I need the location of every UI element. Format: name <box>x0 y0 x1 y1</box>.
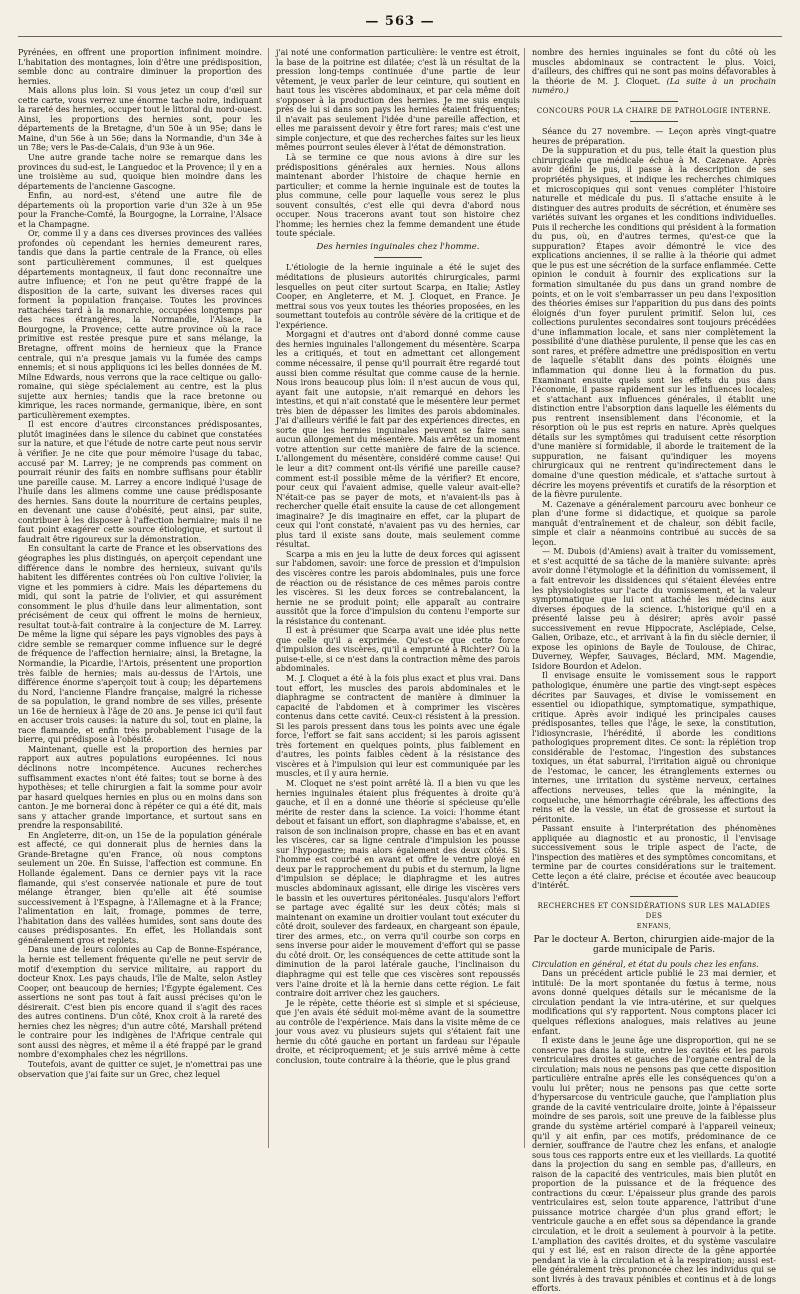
paragraph-text: nombre des hernies inguinales se font du côté où les muscles abdominaux se contractent le plus. Voici, d'ailleurs, des chiffres qui ne sont pas moins défavorables à la théorie de M. J. Cloquet. <box>532 48 776 86</box>
paragraph: M. J. Cloquet a été à la fois plus exact et plus vrai. Dans tout effort, les muscles des parois abdominales et le diaphragme se contractent de manière à diminuer la capacité de l'abdomen et à comprimer les viscères contenus dans cette cavité. Ceux-ci résistent à la pression. Si les parois pressent dans tous les points avec une égale force, l'effort se fait sans accident; si les parois agissent très fortement en quelques points, plus faiblement en d'autres, les points faibles cèdent à la résistance des viscères et à l'impulsion qui leur est communiquée par les muscles, et il y aura hernie. <box>276 674 520 779</box>
column-left <box>18 48 262 1148</box>
section-subtitle: Circulation en général, et état du pouls chez les enfans. <box>532 959 759 969</box>
divider <box>374 257 422 258</box>
paragraph: En Angleterre, dit-on, un 15e de la population générale est affecté, ce qui donnerait plus de hernies dans la Grande-Bretagne qu'en France, où nous comptons seulement un 20e. En Suisse, l'affection est commune. En Hollande également. Dans ce dernier pays vit la race flamande, qui s'est conservée nationale et pure de tout mélange étranger, bien qu'elle ait été soumise successivement à l'Espagne, à l'Allemagne et à la France; l'alimentation en lait, fromage, pommes de terre, l'habitation dans des vallées humides, sont sans doute des causes prédisposantes. En effet, les Hollandais sont généralement gros et replets. <box>18 830 262 945</box>
column-separator <box>524 48 525 1148</box>
paragraph: Il envisage ensuite le vomissement sous le rapport pathologique, énumère une partie des vingt-sept espèces décrites par Sauvages, et divise le vomissement en essentiel ou idiopathique, symptomatique, sympathique, critique. Après avoir indiqué les principales causes prédisposantes, telles que l'âge, le sexe, la constitution, l'idiosyncrasie, l'hérédité, il aborde les conditions pathologiques proprement dites. Ce sont: la réplétion trop considérable de l'estomac, l'ingestion des substances toxiques, un état saburral, l'irritation aiguë ou chronique de l'estomac, le cancer, les étranglements externes ou internes, une irritation du système nerveux, certaines affections nerveuses, telles que la méningite, la coqueluche, une hémorrhagie cérébrale, les affections des reins et de la vessie, un état de grossesse et surtout la péritonite. <box>532 671 776 824</box>
paragraph: Scarpa a mis en jeu la lutte de deux forces qui agissent sur l'abdomen, savoir: une force de pression et d'impulsion des viscères contre les parois abdominales, puis une force de réaction ou de résistance de ces mêmes parois contre les viscères. Si les deux forces se contrebalancent, la hernie ne se produit point; elle apparaît au contraire aussitôt que la force d'impulsion du contenu l'emporte sur la résistance du contenant. <box>276 549 520 626</box>
paragraph: Il est encore d'autres circonstances prédisposantes, plutôt imaginées dans le silence du cabinet que constatées sur la nature, et que l'étude de notre carte peut nous servir à vérifier. Je ne cite que pour mémoire l'usage du tabac, accusé par M. Larrey; je ne comprends pas comment on pourrait réunir des faits en nombre suffisans pour établir une pareille cause. M. Larrey a encore indiqué l'usage de l'huile dans les alimens comme une cause prédisposante des hernies. Sans doute la nourriture de certains peuples, en devenant une cause d'obésité, peut ainsi, par suite, contribuer à les disposer à l'affection herniaire; mais il ne faut point exagérer cette source étiologique, et surtout il faudrait être rigoureux sur la démonstration. <box>18 420 262 544</box>
paragraph: — M. Dubois (d'Amiens) avait à traiter du vomissement, et s'est acquitté de sa tâche de la manière suivante: après avoir donné l'étymologie et la définition du vomissement, il a fait entrevoir les dissidences qui s'étaient élevées entre les physiologistes sur l'acte du vomissement, et la valeur symptomatique que lui ont attaché les médecins aux diverses époques de la science. L'historique qu'il en a présenté laisse peu à désirer; après avoir passé successivement en revue Hippocrate, Asclépiade, Celse, Galien, Oribaze, etc., et arrivant à la fin du siècle dernier, il expose les opinions de Bayle de Toulouse, de Chirac, Duverney, Wepfer, Sauvages, Béclard, MM. Magendie, Isidore Bourdon et Adelon. <box>532 547 776 671</box>
section-title: RECHERCHES ET CONSIDÉRATIONS SUR LES MALADIES DES <box>537 902 771 920</box>
paragraph: M. Cloquet ne s'est point arrêté là. Il a bien vu que les hernies inguinales étaient plus fréquentes à droite qu'à gauche, et il en a donné une théorie si spécieuse qu'elle mérite de rester dans la science. La voici: l'homme étant debout et faisant un effort, son diaphragme s'abaisse, et, en raison de son inclinaison propre, chasse en bas et en avant les viscères, car sa ligne centrale d'impulsion les pousse sur l'hypogastre; mais alors également des deux côtés. Si l'homme est courbé en avant et offre le ventre ployé en deux par le rapprochement du pubis et du sternum, la ligne d'impulsion se déplace; le diaphragme et les autres muscles abdominaux agissant, elle dirige les viscères vers le bassin et les ouvertures péritonéales. Jusqu'alors l'effort se partage avec égalité sur les deux côtés; mais si maintenant on examine un droitier voulant tout exécuter du côté droit, soulever des fardeaux, en chargeant son épaule, tirer des armes, etc., on verra qu'il courbe son corps en sens inverse pour aider le mouvement d'effort qui se passe du côté droit. Or, les conséquences de cette attitude sont la diminution de la paroi latérale gauche, l'inclinaison du diaphragme qui est telle que ces viscères sont repoussés vers l'aine droite et là la hernie dans cette région. Le fait contraire doit arriver chez les gauchers. <box>276 779 520 999</box>
column-separator <box>268 48 269 1148</box>
paragraph: Il existe dans le jeune âge une disproportion, qui ne se conserve pas dans la suite, entre les cavités et les parois ventriculaires droites et gauches de l'organe central de la circulation; mais nous ne pensons pas que cette disposition particulière entraîne après elle les conséquences qu'on a voulu lui prêter; nous ne pensons pas que cette sorte d'hypersarcose du ventricule gauche, que l'ampliation plus grande de la cavité ventriculaire droite, jointe à l'épaisseur moindre de ses parois, soit une preuve de la faiblesse plus grande du système artériel comparé à l'appareil veineux; qu'il y ait enfin, par ces motifs, prédominance de ce dernier, souffrance de l'autre chez les enfans, et analogie sous tous ces rapports entre eux et les vieillards. La quotité dans la projection du sang en semble pas, d'ailleurs, en raison de la capacité des ventricules, mais bien plutôt en proportion de la puissance et de la fréquence des contractions du cœur. L'épaisseur plus grande des parois ventriculaires est, selon toute apparence, l'attribut d'une puissance motrice chargée d'un plus grand effort; le ventricule gauche a en effet sous sa dépendance la grande circulation, et le droit a seulement à pourvoir à la petite. L'ampliation des cavités droites, et du système vasculaire qui y est lié, est en raison directe de la gêne apportée pendant la vie à la circulation et à la respiration; aussi est-elle généralement très prononcée chez les individus qui se sont livrés à des travaux pénibles et continus et à de longs efforts. <box>532 1036 776 1294</box>
paragraph: Je le répète, cette théorie est si simple et si spécieuse, que j'en avais été séduit moi-même avant de la soumettre au contrôle de l'expérience. Mais dans la visite même de ce jour vous avez vu plusieurs sujets qui s'étaient fait une hernie du côté gauche en portant un fardeau sur l'épaule droite, et réciproquement; et je suis arrivé même à cette conclusion, toute contraire à la théorie, que le plus grand <box>276 998 520 1065</box>
paragraph: De la suppuration et du pus, telle était la question plus chirurgicale que médicale échue à M. Cazenave. Après avoir défini le pus, il passe à la description de ses propriétés physiques, et indique les recherches chimiques et microscopiques qui sont venues compléter l'histoire naturelle et médicale du pus. Il s'attache ensuite à le distinguer des autres produits de sécrétion, et énumère ses variétés suivant les organes et les conditions individuelles. Puis il recherche les conditions qui président à la formation du pus, où, en d'autres termes, qu'est-ce que la suppuration? Étapes avoir démontré le vice des explications anciennes, il se rallie à la théorie qui admet que le pus est une sécrétion de la surface enflammée. Cette opinion le conduit à fournir des explications sur la formation simultanée du pus dans un grand nombre de points, et on le voit s'embarrasser un peu dans l'exposition des théories émises sur l'apparition du pus dans des points éloignés d'un foyer purulent primitif. Selon lui, ces collections purulentes secondaires sont toujours précédées d'une inflammation locale, et sans nier complètement la possibilité d'une diathèse purulente, il pense que les cas en sont rares, et préfère admettre une prédisposition en vertu de laquelle s'établit dans des points éloignés une inflammation qui donne lieu à la formation du pus. Examinant ensuite quels sont les effets du pus dans l'économie, il passe rapidement sur les influences locales; et s'attachant aux influences générales, il établit une distinction entre l'absorption dans laquelle les éléments du pus rentrent insensiblement dans l'économie, et la résorption où le pus est repris en nature. Après quelques détails sur les symptômes qui traduisent cette résorption d'une manière si formidable, il aborde le traitement de la suppuration, ne faisant qu'indiquer les moyens chirurgicaux qui ne rentrent qu'indirectement dans le domaine d'une question médicale, et s'attache surtout à décrire les moyens préventifs et curatifs de la résorption et de la fièvre purulente. <box>532 146 776 500</box>
paragraph: Passant ensuite à l'interprétation des phénomènes appliquée au diagnostic et au pronostic, il l'envisage successivement sous le triple aspect de l'acte, de l'inspection des matières et des symptômes concomitans, et termine par de courtes considérations sur le traitement. Cette leçon a été claire, précise et écoutée avec beaucoup d'intérêt. <box>532 824 776 891</box>
column-middle <box>276 48 520 1148</box>
paragraph <box>532 48 776 96</box>
header-rule <box>18 36 782 37</box>
divider <box>630 121 678 122</box>
paragraph: Dans une de leurs colonies au Cap de Bonne-Espérance, la hernie est tellement fréquente qu'elle ne peut servir de motif d'exemption du service militaire, au rapport du docteur Knox. Les pays chauds, l'île de Malte, selon Astley Cooper, ont beaucoup de hernies; l'Égypte également. Ces assertions ne sont pas tout à fait aussi précises qu'on le désirerait. C'est bien pis encore quand il s'agit des races des autres continens. D'un côté, Knox croit à la rareté des hernies chez les nègres; d'un autre côté, Marshall prétend le contraire pour les indigènes de l'Afrique centrale qui sont aussi des nègres, et même il a été frappé par le grand nombre d'exomphales chez les négrillons. <box>18 945 262 1060</box>
paragraph: L'étiologie de la hernie inguinale a été le sujet des méditations de plusieurs autorités chirurgicales, parmi lesquelles on peut citer surtout Scarpa, en Italie; Astley Cooper, en Angleterre, et M. J. Cloquet, en France. Je mettrai sous vos yeux toutes les théories proposées, en les soumettant toutefois au contrôle sévère de la critique et de l'expérience. <box>276 263 520 330</box>
to-be-continued: (La suite à un prochain numéro.) <box>532 76 777 96</box>
paragraph: En consultant la carte de France et les observations des géographes les plus distingués, on aperçoit cependant une différence dans le nombre des hernieux, suivant qu'ils habitent les différentes contrées où l'on cultive l'olivier, la vigne et les pommiers à cidre. Mais les départemens du midi, qui sont la patrie de l'olivier, et qui assurément consomment le plus d'huile dans leur alimentation, sont précisément de ceux qui offrent le moins de hernieux, resultat tout-à-fait contraire à la conjecture de M. Larrey. De même la ligne qui sépare les pays vignobles des pays à cidre semble se remarquer comme influence sur le degré de fréquence de l'affection herniaire; ainsi, la Bretagne, la Normandie, la Picardie, l'Artois, présentent une proportion très faible de hernies; mais au-dessus de l'Artois, une différence énorme s'aperçoit tout à coup; les départemens du Nord, l'ancienne Flandre française, malgré la richesse de sa population, le grand nombre de ses villes, présente un 16e de hernieux à l'âge de 20 ans. Je pense ici qu'il faut en accuser trois causes: la nature du sol, tout en plaine, la race flamande, et enfin très probablement l'usage de la bierre, qui prédispose à l'obésité. <box>18 544 262 745</box>
section-title-continued: ENFANS, <box>636 922 672 931</box>
paragraph: Enfin, au nord-est, s'étend une autre file de départements où la proportion varie d'un 32e à un 95e pour la Franche-Comté, la Bourgogne, la Lorraine, l'Alsace et la Champagne. <box>18 191 262 229</box>
divider <box>630 896 678 897</box>
paragraph: Morgagni et d'autres ont d'abord donné comme cause des hernies inguinales l'allongement du mésentère. Scarpa les a critiqués, et tout en admettant cet allongement comme nécessaire, il pense qu'il pourrait être regardé tout aussi bien comme résultat que comme cause de la hernie. Nous irons beaucoup plus loin: il n'est aucun de vous qui, ayant fait une autopsie, n'ait remarqué en dehors les intestins, et qui n'ait constaté que le mésentère leur permet très bien de dépasser les limites des parois abdominales. J'ai d'ailleurs vérifié le fait par des expériences directes, en sorte que les hernies inguinales peuvent se faire sans aucun allongement du mésentère. Mais arrêtez un moment votre attention sur cette manière de faire de la science. L'allongement du mésentère, considéré comme cause! Qui le leur a dit? comment ont-ils vérifié une pareille cause? comment est-il possible même de la vérifier? Et encore, pour ceux qui l'avaient admise, quelle valeur avait-elle? N'était-ce pas se payer de mots, et n'avaient-ils pas à rechercher quelle était ensuite la cause de cet allongement imaginaire? Je dis imaginaire en effet, car la plupart de ceux qui l'ont constaté, n'avaient pas vu des hernies, car plus tard il existe sans doute, mais seulement comme résultat. <box>276 330 520 550</box>
paragraph: Là se termine ce que nous avions à dire sur les prédispositions générales aux hernies. Nous allons maintenant aborder l'histoire de chaque hernie en particulier; et comme la hernie inguinale est de toutes la plus commune, celle pour laquelle vous serez le plus souvent consultés, c'est elle qui devra d'abord nous occuper. Nous tracerons avant tout son histoire chez l'homme; les hernies chez la femme demandent une étude toute spéciale. <box>276 153 520 239</box>
section-subheading: Des hernies inguinales chez l'homme. <box>316 241 480 252</box>
paragraph: Pyrénées, en offrent une proportion infiniment moindre. L'habitation des montagnes, loin d'être une prédisposition, semble donc au contraire diminuer la proportion des hernies. <box>18 48 262 86</box>
column-right <box>532 48 777 1294</box>
session-line: Séance du 27 novembre. — Leçon après vingt-quatre heures de préparation. <box>532 127 776 146</box>
paragraph: Dans un précédent article publié le 23 mai dernier, et intitulé: De la mort spontanée du fœtus à terme, nous avons donné quelques détails sur le mécanisme de la circulation pendant la vie intra-utérine, et sur quelques modifications qui s'y rapportent. Nous comptons placer ici quelques réflexions analogues, mais relatives au jeune enfant. <box>532 969 776 1036</box>
paragraph: Toutefois, avant de quitter ce sujet, je n'omettrai pas une observation que j'ai faite sur un Grec, chez lequel <box>18 1059 262 1079</box>
paragraph: M. Cazenave a généralement parcouru avec bonheur ce plan d'une forme si didactique, et quoique sa parole manquât d'entraînement et de chaleur, son débit facile, simple et clair a néanmoins contribué au succès de sa leçon. <box>532 499 776 547</box>
page-number: — 563 — <box>365 14 435 29</box>
paragraph: Or, comme il y a dans ces diverses provinces des vallées profondes où cependant les hernies demeurent rares, tandis que dans la partie centrale de la France, où elles sont particulièrement communes, il est quelques départements montagneux, il faut donc reconnaître une autre influence; et l'on ne peut qu'être frappé de la disposition de la carte, suivant les diverses races qui forment la population française. Toutes les provinces rattachées tard à la monarchie, occupées longtemps par des races étrangères, la Normandie, l'Alsace, la Bourgogne, la Provence; cette autre province où la race primitive est restée presque pure et sans mélange, la Bretagne, offrent moins de hernieux que la France centrale, qui n'a presque jamais vu la fumée des camps ennemis; et si nous appliquons ici les belles données de M. Milne Edwards, nous verrons que la race celtique ou gallo-romaine, qui siège spécialement au centre, est la plus sujette aux hernies; tandis que la race bretonne ou kimrique, les races normande, germanique, ibère, en sont particulièrement exemptes. <box>18 229 262 420</box>
paragraph: Une autre grande tache noire se remarque dans les provinces du sud-est, le Languedoc et la Provence; il y en a une troisième au sud, quoique bien moindre dans les départements de l'ancienne Gascogne. <box>18 153 262 191</box>
section-title: CONCOURS POUR LA CHAIRE DE PATHOLOGIE INTERNE. <box>536 106 772 115</box>
paragraph: Il est à présumer que Scarpa avait une idée plus nette que celle qu'il a exprimée. Qu'est-ce que cette force d'impulsion des viscères, qu'il a emprunté à Richter? Où la puise-t-elle, si ce n'est dans la contraction même des parois abdominales. <box>276 626 520 674</box>
divider <box>630 101 678 102</box>
paragraph: j'ai noté une conformation particulière: le ventre est étroit, la base de la poitrine est dilatée; c'est là un résultat de la pression long-temps continuée d'une partie de leur vêtement, je veux parler de leur ceinture, qui soutient en haut tous les viscères abdominaux, et par cela même doit s'opposer à la production des hernies. Je me suis enquis près de lui si dans son pays les hernies étaient fréquentes; il n'avait pas seulement l'idée d'une pareille affection, et elles me paraissent devoir y être fort rares; mais c'est une simple conjecture, et que des recherches faites sur les lieux mêmes pourront seules élever à l'état de démonstration. <box>276 48 520 153</box>
paragraph: Maintenant, quelle est la proportion des hernies par rapport aux autres populations européennes. Ici nous déclinons notre incompétence. Aucunes recherches suffisamment exactes n'ont été faites; tout se borne à des hypothèses; et telle chirurgien a fait la somme pour avoir par hasard quelques hernies en plus ou en moins dans son canton. Je me bornerai donc à répéter ce qui a été dit, mais sans y attacher grande importance, et surtout sans en prendre la responsabilité. <box>18 744 262 831</box>
paragraph: Mais allons plus loin. Si vous jetez un coup d'œil sur cette carte, vous verrez une énorme tache noire, indiquant la rareté des hernies, occuper tout le littoral du nord-ouest. Ainsi, les proportions des hernies sont, pour les départements de la Bretagne, d'un 50e à un 95e; dans le Maine, d'un 56e à un 56e; dans la Normandie, d'un 34e à un 78e; vers le Pas-de-Calais, d'un 93e à un 96e. <box>18 86 262 153</box>
byline: Par le docteur A. Berton, chirurgien aide-major de la garde municipale de Paris. <box>533 934 775 956</box>
